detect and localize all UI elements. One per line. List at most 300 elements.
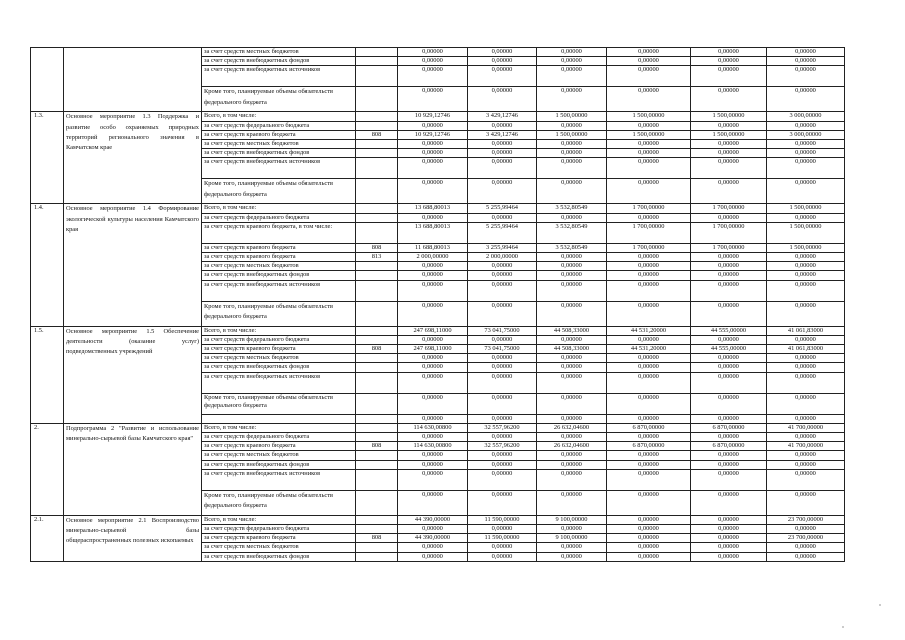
- amount-year: 0,00000: [537, 372, 607, 393]
- amount-year: 41 700,00000: [767, 442, 845, 451]
- amount-year: 0,00000: [691, 301, 767, 326]
- amount-year: 0,00000: [691, 335, 767, 344]
- amount-year: 44 555,00000: [691, 326, 767, 335]
- funding-source: за счет средств внебюджетных источников: [202, 280, 356, 301]
- amount-year: 0,00000: [767, 525, 845, 534]
- budget-code: [356, 490, 398, 515]
- amount-year: 32 557,96200: [468, 423, 537, 432]
- amount-year: 0,00000: [607, 149, 691, 158]
- amount-year: 73 041,75000: [468, 345, 537, 354]
- amount-year: 0,00000: [691, 451, 767, 460]
- budget-code: [356, 372, 398, 393]
- amount-year: 1 500,00000: [537, 112, 607, 121]
- amount-year: 1 500,00000: [767, 204, 845, 213]
- amount-year: 0,00000: [468, 271, 537, 280]
- amount-year: 0,00000: [537, 179, 607, 204]
- amount-year: 1 500,00000: [607, 112, 691, 121]
- amount-year: 0,00000: [767, 433, 845, 442]
- amount-year: 0,00000: [607, 280, 691, 301]
- amount-year: 41 061,83000: [767, 326, 845, 335]
- amount-year: 0,00000: [691, 121, 767, 130]
- amount-year: 0,00000: [468, 552, 537, 561]
- amount-total: 0,00000: [398, 301, 468, 326]
- amount-year: 3 429,12746: [468, 130, 537, 139]
- funding-source: Всего, в том числе:: [202, 326, 356, 335]
- amount-year: 0,00000: [767, 179, 845, 204]
- amount-year: 0,00000: [691, 66, 767, 87]
- budget-code: [356, 280, 398, 301]
- amount-year: 0,00000: [767, 451, 845, 460]
- amount-total: 0,00000: [398, 213, 468, 222]
- amount-year: 0,00000: [767, 372, 845, 393]
- amount-year: 0,00000: [691, 543, 767, 552]
- amount-year: 0,00000: [691, 57, 767, 66]
- amount-year: 0,00000: [468, 66, 537, 87]
- budget-code: [356, 87, 398, 112]
- amount-year: 5 255,99464: [468, 222, 537, 243]
- amount-total: 0,00000: [398, 451, 468, 460]
- amount-year: 0,00000: [607, 525, 691, 534]
- amount-year: 0,00000: [767, 121, 845, 130]
- amount-year: 0,00000: [767, 301, 845, 326]
- amount-year: 0,00000: [537, 451, 607, 460]
- amount-year: 0,00000: [468, 451, 537, 460]
- amount-year: 0,00000: [607, 301, 691, 326]
- amount-year: 44 531,20000: [607, 326, 691, 335]
- budget-code: 808: [356, 345, 398, 354]
- amount-year: 0,00000: [607, 414, 691, 423]
- amount-year: 0,00000: [468, 363, 537, 372]
- budget-code: [356, 204, 398, 213]
- measure-name: [64, 48, 202, 112]
- budget-code: [356, 451, 398, 460]
- funding-source: за счет средств краевого бюджета: [202, 253, 356, 262]
- funding-source: за счет средств краевого бюджета, в том числе:: [202, 222, 356, 243]
- budget-code: [356, 121, 398, 130]
- amount-year: 0,00000: [537, 271, 607, 280]
- budget-code: [356, 335, 398, 344]
- amount-year: 6 870,00000: [607, 423, 691, 432]
- amount-year: 44 508,33000: [537, 345, 607, 354]
- amount-year: 0,00000: [691, 460, 767, 469]
- amount-year: 6 870,00000: [691, 442, 767, 451]
- amount-year: 0,00000: [607, 253, 691, 262]
- table-row: [31, 112, 845, 121]
- amount-year: 0,00000: [767, 57, 845, 66]
- amount-year: 0,00000: [537, 460, 607, 469]
- amount-year: 0,00000: [607, 158, 691, 179]
- scan-speck: [842, 626, 844, 628]
- amount-total: 0,00000: [398, 552, 468, 561]
- amount-year: 1 500,00000: [691, 112, 767, 121]
- amount-year: 32 557,96200: [468, 442, 537, 451]
- amount-year: 0,00000: [767, 87, 845, 112]
- amount-year: 0,00000: [537, 363, 607, 372]
- funding-source: за счет средств краевого бюджета: [202, 345, 356, 354]
- budget-code: [356, 158, 398, 179]
- funding-source: за счет средств краевого бюджета: [202, 130, 356, 139]
- amount-total: 0,00000: [398, 179, 468, 204]
- amount-year: 11 590,00000: [468, 515, 537, 524]
- budget-code: [356, 66, 398, 87]
- amount-year: 0,00000: [537, 301, 607, 326]
- funding-source: за счет средств внебюджетных фондов: [202, 149, 356, 158]
- budget-code: 813: [356, 253, 398, 262]
- amount-year: 6 870,00000: [607, 442, 691, 451]
- amount-total: 114 630,00800: [398, 442, 468, 451]
- amount-year: 0,00000: [691, 490, 767, 515]
- amount-total: 13 688,80013: [398, 222, 468, 243]
- amount-year: 0,00000: [691, 372, 767, 393]
- amount-year: 9 100,00000: [537, 515, 607, 524]
- item-number: 1.4.: [31, 204, 64, 326]
- amount-year: 0,00000: [537, 433, 607, 442]
- amount-year: 26 632,04600: [537, 423, 607, 432]
- item-number: 2.1.: [31, 515, 64, 561]
- amount-year: 1 700,00000: [691, 204, 767, 213]
- amount-year: 0,00000: [767, 213, 845, 222]
- table-row: [31, 326, 845, 335]
- amount-year: 0,00000: [691, 158, 767, 179]
- amount-year: 0,00000: [607, 393, 691, 414]
- amount-year: 0,00000: [537, 552, 607, 561]
- amount-year: 1 500,00000: [537, 130, 607, 139]
- amount-year: 1 500,00000: [767, 243, 845, 252]
- amount-year: 0,00000: [537, 87, 607, 112]
- amount-total: 0,00000: [398, 393, 468, 414]
- amount-year: 0,00000: [607, 271, 691, 280]
- amount-year: 0,00000: [537, 66, 607, 87]
- amount-year: 1 700,00000: [691, 222, 767, 243]
- amount-year: 0,00000: [468, 354, 537, 363]
- funding-source: Всего, в том числе:: [202, 112, 356, 121]
- amount-year: 44 508,33000: [537, 326, 607, 335]
- amount-year: 0,00000: [468, 48, 537, 57]
- budget-code: [356, 393, 398, 414]
- scan-speck: [879, 604, 881, 606]
- budget-code: [356, 423, 398, 432]
- budget-table: [30, 47, 845, 562]
- amount-year: 0,00000: [767, 271, 845, 280]
- amount-total: 44 390,00000: [398, 534, 468, 543]
- amount-year: 0,00000: [537, 262, 607, 271]
- amount-year: 23 700,00000: [767, 515, 845, 524]
- amount-year: 0,00000: [767, 140, 845, 149]
- amount-total: 0,00000: [398, 372, 468, 393]
- amount-year: 0,00000: [767, 280, 845, 301]
- amount-year: 0,00000: [468, 469, 537, 490]
- amount-year: 0,00000: [607, 490, 691, 515]
- budget-code: [356, 363, 398, 372]
- amount-year: 0,00000: [468, 433, 537, 442]
- funding-source: за счет средств местных бюджетов: [202, 262, 356, 271]
- amount-year: 3 532,80549: [537, 243, 607, 252]
- budget-code: [356, 262, 398, 271]
- amount-year: 0,00000: [607, 363, 691, 372]
- measure-name: Основное мероприятие 2.1 Воспроизводство минерально-сырьевой базы общераспространенных полезных ископаемых: [64, 515, 202, 561]
- amount-year: 0,00000: [468, 158, 537, 179]
- funding-source: [202, 414, 356, 423]
- amount-year: 0,00000: [767, 490, 845, 515]
- amount-year: 0,00000: [607, 121, 691, 130]
- amount-year: 0,00000: [767, 552, 845, 561]
- budget-code: [356, 271, 398, 280]
- measure-name: Основное мероприятие 1.5 Обеспечение деятельности (оказание услуг) подведомственных учреждений: [64, 326, 202, 423]
- funding-source: Кроме того, планируемые объемы обязательств федерального бюджета: [202, 393, 356, 414]
- amount-year: 0,00000: [468, 57, 537, 66]
- budget-code: [356, 57, 398, 66]
- budget-code: 808: [356, 130, 398, 139]
- amount-total: 0,00000: [398, 149, 468, 158]
- amount-year: 73 041,75000: [468, 326, 537, 335]
- amount-year: 0,00000: [468, 121, 537, 130]
- amount-year: 0,00000: [607, 179, 691, 204]
- amount-year: 0,00000: [691, 48, 767, 57]
- funding-source: Кроме того, планируемые объемы обязательств федерального бюджета: [202, 490, 356, 515]
- budget-code: [356, 149, 398, 158]
- amount-year: 1 700,00000: [607, 222, 691, 243]
- amount-total: 13 688,80013: [398, 204, 468, 213]
- amount-total: 0,00000: [398, 48, 468, 57]
- table-row: [31, 48, 845, 57]
- budget-code: 808: [356, 442, 398, 451]
- amount-year: 0,00000: [468, 414, 537, 423]
- amount-year: 1 700,00000: [691, 243, 767, 252]
- amount-year: 5 255,99464: [468, 204, 537, 213]
- funding-source: за счет средств внебюджетных источников: [202, 469, 356, 490]
- budget-code: [356, 301, 398, 326]
- amount-year: 0,00000: [691, 515, 767, 524]
- amount-year: 3 532,80549: [537, 222, 607, 243]
- amount-total: 0,00000: [398, 66, 468, 87]
- amount-year: 0,00000: [537, 393, 607, 414]
- amount-year: 0,00000: [607, 48, 691, 57]
- amount-total: 0,00000: [398, 363, 468, 372]
- amount-year: 0,00000: [537, 140, 607, 149]
- amount-year: 0,00000: [468, 262, 537, 271]
- amount-year: 0,00000: [767, 469, 845, 490]
- amount-year: 0,00000: [607, 262, 691, 271]
- amount-year: 0,00000: [691, 280, 767, 301]
- amount-total: 0,00000: [398, 57, 468, 66]
- amount-year: 3 000,00000: [767, 130, 845, 139]
- amount-total: 11 688,80013: [398, 243, 468, 252]
- amount-year: 0,00000: [607, 433, 691, 442]
- table-row: [31, 423, 845, 432]
- amount-total: 0,00000: [398, 280, 468, 301]
- amount-year: 1 500,00000: [691, 130, 767, 139]
- amount-total: 44 390,00000: [398, 515, 468, 524]
- amount-year: 11 590,00000: [468, 534, 537, 543]
- amount-year: 0,00000: [767, 149, 845, 158]
- amount-year: 0,00000: [691, 179, 767, 204]
- amount-year: 2 000,00000: [468, 253, 537, 262]
- item-number: 1.5.: [31, 326, 64, 423]
- budget-code: [356, 543, 398, 552]
- amount-year: 3 532,80549: [537, 204, 607, 213]
- amount-year: 0,00000: [767, 363, 845, 372]
- amount-year: 3 429,12746: [468, 112, 537, 121]
- budget-code: [356, 326, 398, 335]
- amount-year: 0,00000: [691, 354, 767, 363]
- funding-source: Кроме того, планируемые объемы обязательств федерального бюджета: [202, 301, 356, 326]
- amount-year: 0,00000: [468, 393, 537, 414]
- amount-year: 0,00000: [537, 414, 607, 423]
- budget-code: [356, 48, 398, 57]
- amount-year: 0,00000: [537, 469, 607, 490]
- amount-year: 0,00000: [468, 460, 537, 469]
- amount-year: 0,00000: [468, 335, 537, 344]
- funding-source: за счет средств внебюджетных фондов: [202, 57, 356, 66]
- amount-year: 26 632,04600: [537, 442, 607, 451]
- amount-year: 0,00000: [468, 140, 537, 149]
- amount-year: 1 500,00000: [607, 130, 691, 139]
- amount-total: 10 929,12746: [398, 112, 468, 121]
- amount-year: 0,00000: [468, 490, 537, 515]
- amount-year: 0,00000: [691, 433, 767, 442]
- amount-year: 0,00000: [607, 140, 691, 149]
- budget-code: [356, 354, 398, 363]
- funding-source: Всего, в том числе:: [202, 204, 356, 213]
- amount-total: 247 698,11000: [398, 326, 468, 335]
- amount-year: 41 061,83000: [767, 345, 845, 354]
- budget-code: [356, 515, 398, 524]
- amount-total: 0,00000: [398, 354, 468, 363]
- amount-year: 0,00000: [607, 213, 691, 222]
- funding-source: Всего, в том числе:: [202, 515, 356, 524]
- amount-year: 3 000,00000: [767, 112, 845, 121]
- amount-year: 0,00000: [468, 280, 537, 301]
- amount-year: 1 700,00000: [607, 243, 691, 252]
- funding-source: за счет средств внебюджетных фондов: [202, 363, 356, 372]
- amount-year: 0,00000: [537, 280, 607, 301]
- funding-source: за счет средств внебюджетных фондов: [202, 552, 356, 561]
- funding-source: за счет средств федерального бюджета: [202, 433, 356, 442]
- amount-total: 0,00000: [398, 271, 468, 280]
- measure-name: Подпрограмма 2 "Развитие и использование минерально-сырьевой базы Камчатского края": [64, 423, 202, 515]
- amount-year: 0,00000: [691, 253, 767, 262]
- amount-total: 0,00000: [398, 460, 468, 469]
- amount-year: 0,00000: [767, 393, 845, 414]
- amount-total: 10 929,12746: [398, 130, 468, 139]
- amount-year: 0,00000: [537, 158, 607, 179]
- amount-year: 0,00000: [468, 179, 537, 204]
- funding-source: за счет средств местных бюджетов: [202, 543, 356, 552]
- amount-year: 0,00000: [537, 543, 607, 552]
- budget-code: [356, 525, 398, 534]
- budget-code: [356, 414, 398, 423]
- amount-year: 0,00000: [537, 48, 607, 57]
- amount-total: 0,00000: [398, 262, 468, 271]
- amount-year: 0,00000: [691, 271, 767, 280]
- amount-year: 0,00000: [537, 490, 607, 515]
- amount-year: 0,00000: [468, 213, 537, 222]
- amount-year: 0,00000: [537, 354, 607, 363]
- budget-code: [356, 469, 398, 490]
- amount-total: 0,00000: [398, 490, 468, 515]
- amount-total: 0,00000: [398, 121, 468, 130]
- table-row: [31, 515, 845, 524]
- budget-table-sheet: [30, 47, 844, 562]
- amount-year: 0,00000: [691, 213, 767, 222]
- budget-code: [356, 552, 398, 561]
- budget-code: [356, 179, 398, 204]
- amount-total: 0,00000: [398, 140, 468, 149]
- amount-total: 0,00000: [398, 433, 468, 442]
- amount-total: 0,00000: [398, 158, 468, 179]
- table-row: [31, 204, 845, 213]
- amount-year: 0,00000: [607, 469, 691, 490]
- item-number: 2.: [31, 423, 64, 515]
- amount-year: 0,00000: [537, 253, 607, 262]
- measure-name: Основное мероприятие 1.4 Формирование экологической культуры населения Камчатского края: [64, 204, 202, 326]
- budget-code: 808: [356, 243, 398, 252]
- amount-year: 0,00000: [607, 460, 691, 469]
- amount-year: 0,00000: [691, 149, 767, 158]
- amount-year: 0,00000: [767, 354, 845, 363]
- amount-year: 0,00000: [468, 301, 537, 326]
- amount-year: 0,00000: [607, 534, 691, 543]
- item-number: [31, 48, 64, 112]
- amount-year: 0,00000: [468, 525, 537, 534]
- amount-total: 0,00000: [398, 469, 468, 490]
- amount-year: 0,00000: [691, 534, 767, 543]
- funding-source: за счет средств федерального бюджета: [202, 335, 356, 344]
- amount-year: 0,00000: [691, 414, 767, 423]
- funding-source: за счет средств внебюджетных фондов: [202, 460, 356, 469]
- amount-year: 1 500,00000: [767, 222, 845, 243]
- amount-total: 247 698,11000: [398, 345, 468, 354]
- funding-source: за счет средств федерального бюджета: [202, 213, 356, 222]
- funding-source: за счет средств федерального бюджета: [202, 121, 356, 130]
- amount-year: 0,00000: [691, 363, 767, 372]
- measure-name: Основное мероприятие 1.3 Поддержка и развитие особо охраняемых природных территорий регионального значения в Камчатском крае: [64, 112, 202, 204]
- amount-year: 44 531,20000: [607, 345, 691, 354]
- amount-year: 0,00000: [607, 57, 691, 66]
- amount-total: 0,00000: [398, 335, 468, 344]
- budget-code: [356, 140, 398, 149]
- budget-code: [356, 213, 398, 222]
- amount-total: 0,00000: [398, 525, 468, 534]
- amount-year: 0,00000: [607, 543, 691, 552]
- budget-code: [356, 460, 398, 469]
- amount-year: 0,00000: [691, 262, 767, 271]
- amount-year: 0,00000: [537, 213, 607, 222]
- amount-year: 23 700,00000: [767, 534, 845, 543]
- funding-source: за счет средств внебюджетных источников: [202, 158, 356, 179]
- amount-year: 0,00000: [537, 335, 607, 344]
- amount-year: 0,00000: [537, 57, 607, 66]
- funding-source: за счет средств федерального бюджета: [202, 525, 356, 534]
- amount-year: 0,00000: [767, 543, 845, 552]
- funding-source: Кроме того, планируемые объемы обязательств федерального бюджета: [202, 87, 356, 112]
- amount-year: 0,00000: [607, 354, 691, 363]
- amount-year: 0,00000: [607, 515, 691, 524]
- budget-code: [356, 222, 398, 243]
- amount-year: 0,00000: [607, 335, 691, 344]
- funding-source: за счет средств краевого бюджета: [202, 442, 356, 451]
- amount-year: 0,00000: [468, 87, 537, 112]
- funding-source: Всего, в том числе:: [202, 423, 356, 432]
- amount-year: 0,00000: [468, 149, 537, 158]
- amount-total: 0,00000: [398, 87, 468, 112]
- amount-year: 0,00000: [691, 393, 767, 414]
- funding-source: за счет средств местных бюджетов: [202, 140, 356, 149]
- amount-year: 0,00000: [767, 48, 845, 57]
- amount-year: 0,00000: [767, 66, 845, 87]
- funding-source: за счет средств краевого бюджета: [202, 243, 356, 252]
- amount-year: 3 255,99464: [468, 243, 537, 252]
